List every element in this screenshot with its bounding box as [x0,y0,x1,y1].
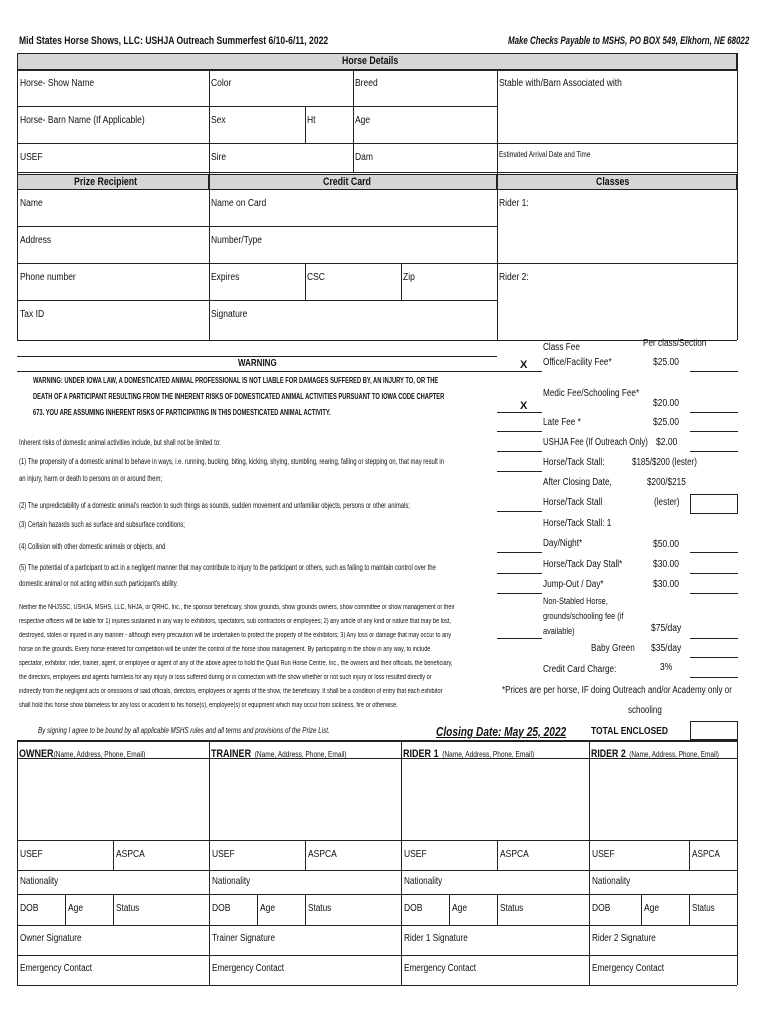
barn-name-label[interactable]: Horse- Barn Name (If Applicable) [20,115,145,126]
jump-out-amount: $30.00 [653,579,680,590]
rider1-classes-label[interactable]: Rider 1: [499,198,529,209]
lester-label: (lester) [654,497,680,508]
rider2-signature[interactable]: Rider 2 Signature [592,933,656,944]
rider2-header: RIDER 2 (Name, Address, Phone, Email) [591,748,719,760]
owner-signature[interactable]: Owner Signature [20,933,82,944]
prize-name-label[interactable]: Name [20,198,43,209]
non-stabled-3: available) [543,626,575,636]
header-title: Mid States Horse Shows, LLC: USHJA Outreach Summerfest 6/10-6/11, 2022 [19,35,329,47]
warning-intro: Inherent risks of domestic animal activities include, but shall not be limited to: [19,438,221,447]
rider2-classes-label[interactable]: Rider 2: [499,272,529,283]
horse-details-header: Horse Details [17,53,737,70]
card-csc-label[interactable]: CSC [307,272,325,283]
trainer-status[interactable]: Status [308,903,332,914]
release-6: the directors, employees and agents harmless for any injury or loss suffered during or in connection with the show whether or not such injury or loss resulted directly or [19,674,432,681]
trainer-aspca[interactable]: ASPCA [308,849,337,860]
baby-green-label: Baby Green [591,643,635,654]
release-4: horse on the grounds. Every horse entered for competition will be under the control of the horse show management. By participating in the show in any way, to include [19,646,431,653]
risk-5a: (5) The potential of a participant to act in a negligent manner that may contribute to injury to the participant or others, such as failing to maintain control over the [19,563,436,572]
owner-header: OWNER(Name, Address, Phone, Email) [19,748,146,760]
prices-note-1: *Prices are per horse, IF doing Outreach and/or Academy only or [502,685,732,696]
owner-dob[interactable]: DOB [20,903,39,914]
late-fee-label: Late Fee * [543,417,581,428]
trainer-nationality[interactable]: Nationality [212,876,251,887]
credit-card-charge-amount: 3% [660,662,673,673]
card-zip-label[interactable]: Zip [403,272,415,283]
card-signature-label[interactable]: Signature [211,309,248,320]
rider1-signature[interactable]: Rider 1 Signature [404,933,468,944]
office-fee-amount: $25.00 [653,357,680,368]
rider2-aspca[interactable]: ASPCA [692,849,720,860]
day-night-label: Day/Night* [543,538,583,549]
release-2: respective officers will be liable for 1) injuries sustained in any way to exhibitors, spectators, sub contractors or employees; 2) any article of any kind or nature that may be lost, [19,618,451,625]
tack-day-label: Horse/Tack Day Stall* [543,559,623,570]
horse-tack-stall-label: Horse/Tack Stall [543,497,603,508]
header-payable: Make Checks Payable to MSHS, PO BOX 549, Elkhorn, NE 68022 [508,35,750,47]
name-on-card-label[interactable]: Name on Card [211,198,267,209]
office-fee-checkmark[interactable]: X [520,359,528,371]
trainer-usef[interactable]: USEF [212,849,235,860]
after-closing-amount: $200/$215 [647,477,686,488]
tack-stall-input[interactable] [690,494,738,514]
closing-date: Closing Date: May 25, 2022 [436,724,567,739]
risk-2: (2) The unpredictability of a domestic animal's reaction to such things as sounds, sudden movement and unfamiliar objects, persons or other animals; [19,501,410,510]
owner-status[interactable]: Status [116,903,140,914]
jump-out-label: Jump-Out / Day* [543,579,604,590]
release-8: shall hold this horse show blameless for any loss or accident to his horse(s), employee(s) or equipment which may occur from sickness, fire or otherwise. [19,702,398,709]
risk-4: (4) Collision with other domestic animals or objects, and [19,542,166,551]
prize-phone-label[interactable]: Phone number [20,272,76,283]
usef-label[interactable]: USEF [20,152,43,163]
class-fee-label: Class Fee [543,342,580,353]
per-class-header: Per class/Section [643,338,707,349]
warning-title: WARNING [238,358,277,369]
medic-fee-label: Medic Fee/Schooling Fee* [543,388,640,399]
release-5: spectator, exhibitor, rider, trainer, agent, or employee or agent of any of the above agree to hold the Quail Run Horse Centre, Inc., the owners and their officials, the beneficiary, [19,660,453,667]
classes-header: Classes [497,174,737,190]
risk-3: (3) Certain hazards such as surface and subsurface conditions; [19,520,185,529]
warning-bold-1: WARNING: UNDER IOWA LAW, A DOMESTICATED ANIMAL PROFESSIONAL IS NOT LIABLE FOR DAMAGES SUFFERED BY, AN INJURY TO, OR THE [33,376,439,385]
prices-note-2: schooling [628,705,662,716]
horse-color-label[interactable]: Color [211,78,232,89]
prize-taxid-label[interactable]: Tax ID [20,309,45,320]
late-fee-amount: $25.00 [653,417,680,428]
rider2-nationality[interactable]: Nationality [592,876,631,887]
non-stabled-amount: $75/day [651,623,682,634]
sex-label[interactable]: Sex [211,115,226,126]
credit-card-charge-label: Credit Card Charge: [543,664,617,675]
trainer-emergency[interactable]: Emergency Contact [212,963,285,974]
rider1-aspca[interactable]: ASPCA [500,849,529,860]
credit-card-header: Credit Card [209,174,497,190]
rider1-emergency[interactable]: Emergency Contact [404,963,477,974]
tack-stall-label: Horse/Tack Stall: [543,457,605,468]
height-label[interactable]: Ht [307,115,316,126]
rider2-emergency[interactable]: Emergency Contact [592,963,665,974]
trainer-age[interactable]: Age [260,903,276,914]
horse-show-name-label[interactable]: Horse- Show Name [20,78,95,89]
risk-1b: an injury, harm or death to persons on or around them; [19,474,163,483]
rider2-age[interactable]: Age [644,903,660,914]
risk-5b: domestic animal or not acting within such participant's ability. [19,579,178,588]
rider2-dob[interactable]: DOB [592,903,611,914]
rider2-usef[interactable]: USEF [592,849,615,860]
rider2-status[interactable]: Status [692,903,715,914]
age-label[interactable]: Age [355,115,371,126]
rider1-dob[interactable]: DOB [404,903,423,914]
medic-fee-checkmark[interactable]: X [520,400,528,412]
card-number-label[interactable]: Number/Type [211,235,263,246]
rider1-usef[interactable]: USEF [404,849,427,860]
agreement-text: By signing I agree to be bound by all applicable MSHS rules and all terms and provisions of the Prize List. [38,726,330,735]
trainer-header: TRAINER (Name, Address, Phone, Email) [211,748,347,760]
baby-green-amount: $35/day [651,643,682,654]
usha-fee-label: USHJA Fee (If Outreach Only) [543,437,648,448]
release-7: indirectly from the negligent acts or omissions of said officials, directors, employees or agents of the show, the beneficiary. It shall be a condition of entry that each exhibitor [19,688,443,695]
horse-breed-label[interactable]: Breed [355,78,378,89]
tack-stall-1-label: Horse/Tack Stall: 1 [543,518,612,529]
prize-address-label[interactable]: Address [20,235,52,246]
dam-label[interactable]: Dam [355,152,373,163]
after-closing-label: After Closing Date, [543,477,612,488]
rider1-nationality[interactable]: Nationality [404,876,443,887]
usha-fee-amount: $2.00 [656,437,678,448]
owner-usef[interactable]: USEF [20,849,43,860]
total-enclosed-input[interactable] [690,721,738,740]
day-night-amount: $50.00 [653,539,680,550]
rider1-age[interactable]: Age [452,903,468,914]
trainer-signature[interactable]: Trainer Signature [212,933,276,944]
owner-nationality[interactable]: Nationality [20,876,59,887]
prize-recipient-header: Prize Recipient [17,174,209,190]
tack-day-amount: $30.00 [653,559,680,570]
rider1-header: RIDER 1 (Name, Address, Phone, Email) [403,748,535,760]
trainer-dob[interactable]: DOB [212,903,231,914]
arrival-label[interactable]: Estimated Arrival Date and Time [499,150,591,159]
risk-1a: (1) The propensity of a domestic animal to behave in ways, i.e. running, bucking, biting, kicking, shying, stumbling, rearing, falling or stepping on, that may result in [19,457,445,466]
release-1: Neither the NHJSSC, USHJA, MSHS, LLC, NHJA, or QRHC, Inc., the sponsor beneficiary, show grounds, show grounds owners, show committee or show management or their [19,604,455,611]
non-stabled-1: Non-Stabled Horse, [543,596,608,606]
sire-label[interactable]: Sire [211,152,227,163]
warning-bold-2: DEATH OF A PARTICIPANT RESULTING FROM THE INHERENT RISKS OF DOMESTICATED ANIMAL ACTIVITIES PURSUANT TO IOWA CODE CHAPTER [33,392,445,401]
rider1-status[interactable]: Status [500,903,524,914]
total-enclosed-label: TOTAL ENCLOSED [591,726,668,737]
owner-emergency[interactable]: Emergency Contact [20,963,93,974]
owner-aspca[interactable]: ASPCA [116,849,145,860]
tack-stall-amount: $185/$200 (lester) [632,457,697,468]
card-expires-label[interactable]: Expires [211,272,240,283]
office-fee-label: Office/Facility Fee* [543,357,612,368]
non-stabled-2: grounds/schooling fee (if [543,611,624,621]
medic-fee-amount: $20.00 [653,398,680,409]
release-3: destroyed, stolen or injured in any manner - although every precaution will be undertaken to protect the property of the exhibitors; 3) Any loss or damage that may occur to any [19,632,452,639]
owner-age[interactable]: Age [68,903,84,914]
warning-bold-3: 673. YOU ARE ASSUMING INHERENT RISKS OF PARTICIPATING IN THIS DOMESTICATED ANIMAL ACTIVITY. [33,408,331,417]
stable-label[interactable]: Stable with/Barn Associated with [499,78,622,89]
